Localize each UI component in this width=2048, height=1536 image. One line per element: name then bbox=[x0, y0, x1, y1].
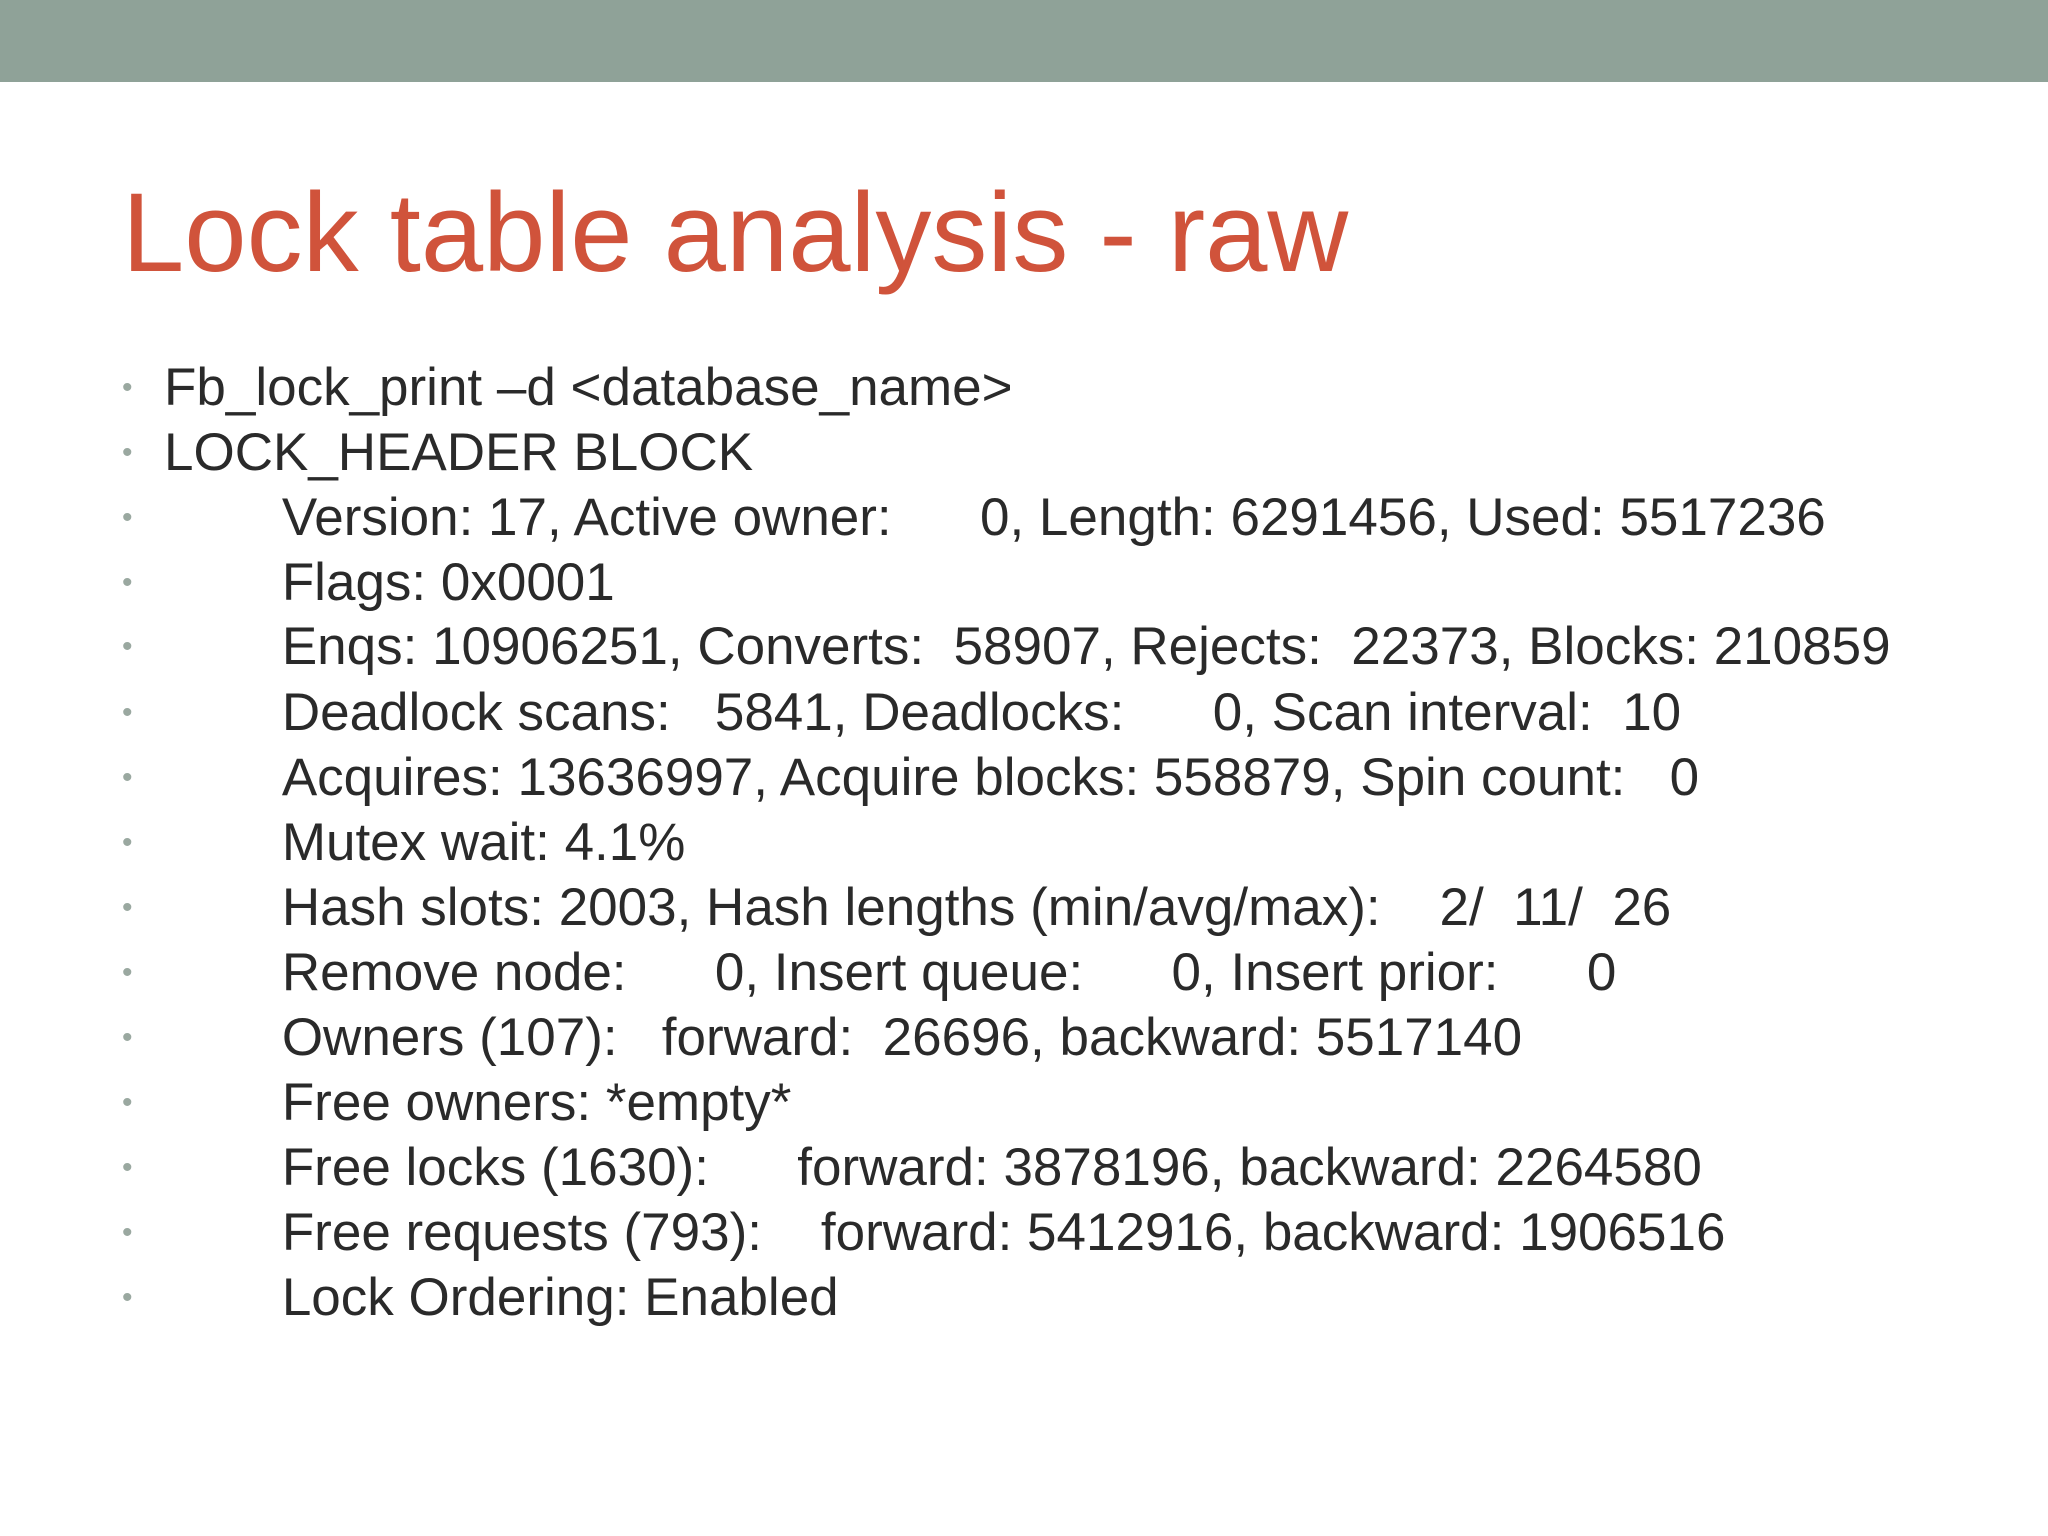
bullet-text: Free requests (793): forward: 5412916, backward: 1906516 bbox=[164, 1203, 1726, 1262]
bullet-dot-icon: • bbox=[122, 891, 133, 924]
bullet-item bbox=[120, 355, 2000, 420]
bullet-text: Acquires: 13636997, Acquire blocks: 558879, Spin count: 0 bbox=[164, 748, 1700, 807]
bullet-item bbox=[120, 810, 2000, 875]
bullet-text: Mutex wait: 4.1% bbox=[164, 813, 686, 872]
bullet-text: Lock Ordering: Enabled bbox=[164, 1268, 839, 1327]
bullet-item bbox=[120, 1265, 2000, 1330]
header-bar bbox=[0, 0, 2048, 82]
bullet-item bbox=[120, 420, 2000, 485]
bullet-list bbox=[120, 355, 2000, 1330]
bullet-text: Hash slots: 2003, Hash lengths (min/avg/max): 2/ 11/ 26 bbox=[164, 878, 1672, 937]
bullet-dot-icon: • bbox=[122, 696, 133, 729]
bullet-dot-icon: • bbox=[122, 826, 133, 859]
bullet-item bbox=[120, 550, 2000, 615]
bullet-item bbox=[120, 875, 2000, 940]
bullet-item bbox=[120, 745, 2000, 810]
bullet-text: Remove node: 0, Insert queue: 0, Insert prior: 0 bbox=[164, 943, 1617, 1002]
bullet-item bbox=[120, 1200, 2000, 1265]
slide-title: Lock table analysis - raw bbox=[122, 170, 1349, 295]
bullet-dot-icon: • bbox=[122, 956, 133, 989]
bullet-item bbox=[120, 1070, 2000, 1135]
bullet-text: Free owners: *empty* bbox=[164, 1073, 792, 1132]
bullet-text: Version: 17, Active owner: 0, Length: 6291456, Used: 5517236 bbox=[164, 488, 1826, 547]
bullet-item bbox=[120, 1135, 2000, 1200]
bullet-dot-icon: • bbox=[122, 1216, 133, 1249]
bullet-item bbox=[120, 615, 2000, 680]
bullet-dot-icon: • bbox=[122, 630, 133, 663]
bullet-dot-icon: • bbox=[122, 761, 133, 794]
bullet-item bbox=[120, 485, 2000, 550]
bullet-text: LOCK_HEADER BLOCK bbox=[164, 423, 754, 482]
bullet-dot-icon: • bbox=[122, 1086, 133, 1119]
bullet-dot-icon: • bbox=[122, 501, 133, 534]
bullet-text: Deadlock scans: 5841, Deadlocks: 0, Scan interval: 10 bbox=[164, 683, 1682, 742]
bullet-dot-icon: • bbox=[122, 1151, 133, 1184]
bullet-item bbox=[120, 1005, 2000, 1070]
bullet-text: Owners (107): forward: 26696, backward: 5517140 bbox=[164, 1008, 1523, 1067]
bullet-dot-icon: • bbox=[122, 1021, 133, 1054]
bullet-dot-icon: • bbox=[122, 436, 133, 469]
bullet-text: Fb_lock_print –d <database_name> bbox=[164, 358, 1013, 417]
bullet-text: Free locks (1630): forward: 3878196, backward: 2264580 bbox=[164, 1138, 1702, 1197]
bullet-dot-icon: • bbox=[122, 1281, 133, 1314]
bullet-item bbox=[120, 680, 2000, 745]
bullet-dot-icon: • bbox=[122, 566, 133, 599]
bullet-text: Enqs: 10906251, Converts: 58907, Rejects: 22373, Blocks: 210859 bbox=[164, 617, 1891, 676]
bullet-text: Flags: 0x0001 bbox=[164, 553, 615, 612]
bullet-item bbox=[120, 940, 2000, 1005]
bullet-dot-icon: • bbox=[122, 371, 133, 404]
